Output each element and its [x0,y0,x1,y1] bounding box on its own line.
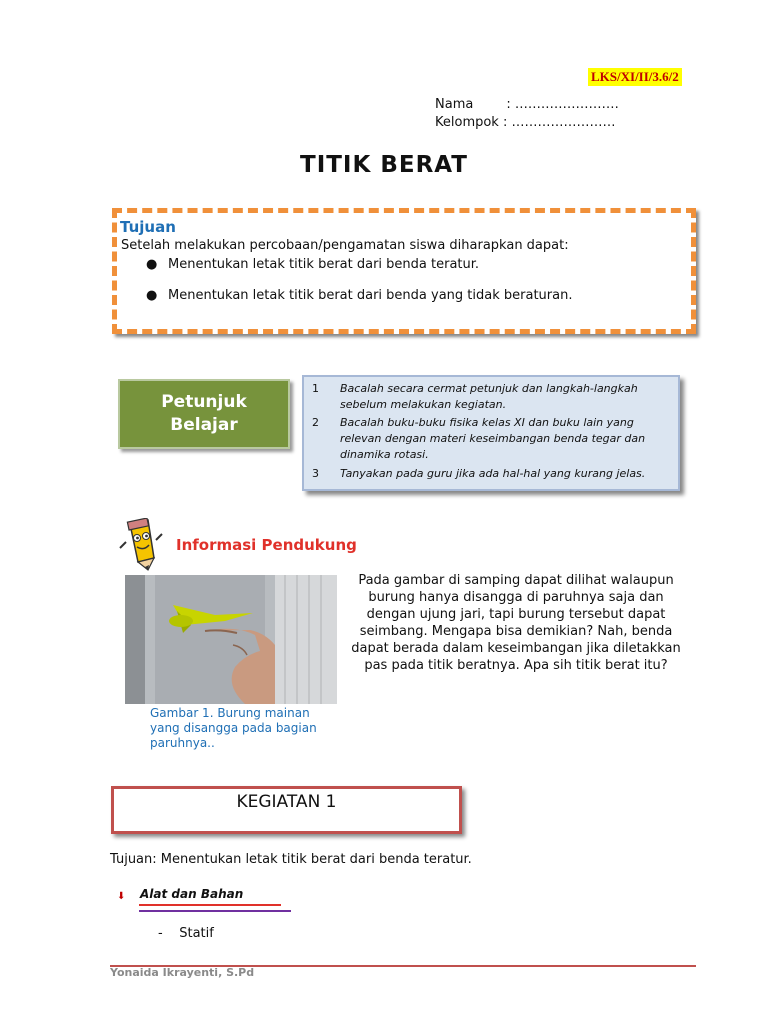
petunjuk-belajar-label: Petunjuk Belajar [118,379,290,449]
informasi-paragraph: Pada gambar di samping dapat dilihat walaupun burung hanya disangga di paruhnya saja dan dengan ujung jari, tapi burung tersebut dapat seimbang. Mengapa bisa demikian? Nah, benda dapat berada dalam keseimbangan jika diletakkan pas pada titik beratnya. Apa sih titik berat itu? [351,573,681,673]
bullet-icon: ● [146,288,158,303]
footer-author: Yonaida Ikrayenti, S.Pd [110,966,255,979]
kelompok-field: Kelompok : …………………… [435,115,616,130]
toy-bird-photo [125,575,337,704]
figure-caption: Gambar 1. Burung mainan yang disangga pada bagian paruhnya.. [150,706,317,750]
tujuan-heading: Tujuan [120,218,176,236]
tujuan-intro: Setelah melakukan percobaan/pengamatan siswa diharapkan dapat: [121,238,569,253]
underline-purple [139,910,291,912]
alat-item: - Statif [158,926,214,941]
identity-fields [435,96,619,132]
alat-heading: Alat dan Bahan [140,887,244,901]
page-title: TITIK BERAT [300,152,468,178]
bullet-icon: ● [146,257,158,272]
nama-field: Nama : …………………… [435,97,619,112]
pencil-mascot-icon [118,518,164,572]
kegiatan-title: KEGIATAN 1 [236,792,337,812]
kegiatan-tujuan: Tujuan: Menentukan letak titik berat dari benda teratur. [110,852,472,867]
petunjuk-list: 1 Bacalah secara cermat petunjuk dan langkah-langkah sebelum melakukan kegiatan. 2 Bacalah buku-buku fisika kelas XI dan buku lain yang relevan dengan materi keseimbangan benda tegar dan dinamika rotasi. 3 Tanyakan pada guru jika ada hal-hal yang kurang jelas. [302,375,680,491]
informasi-heading: Informasi Pendukung [176,536,357,554]
arrow-bullet-icon: ⬇ [117,891,126,902]
underline-red [139,904,281,906]
document-code: LKS/XI/II/3.6/2 [588,68,682,86]
